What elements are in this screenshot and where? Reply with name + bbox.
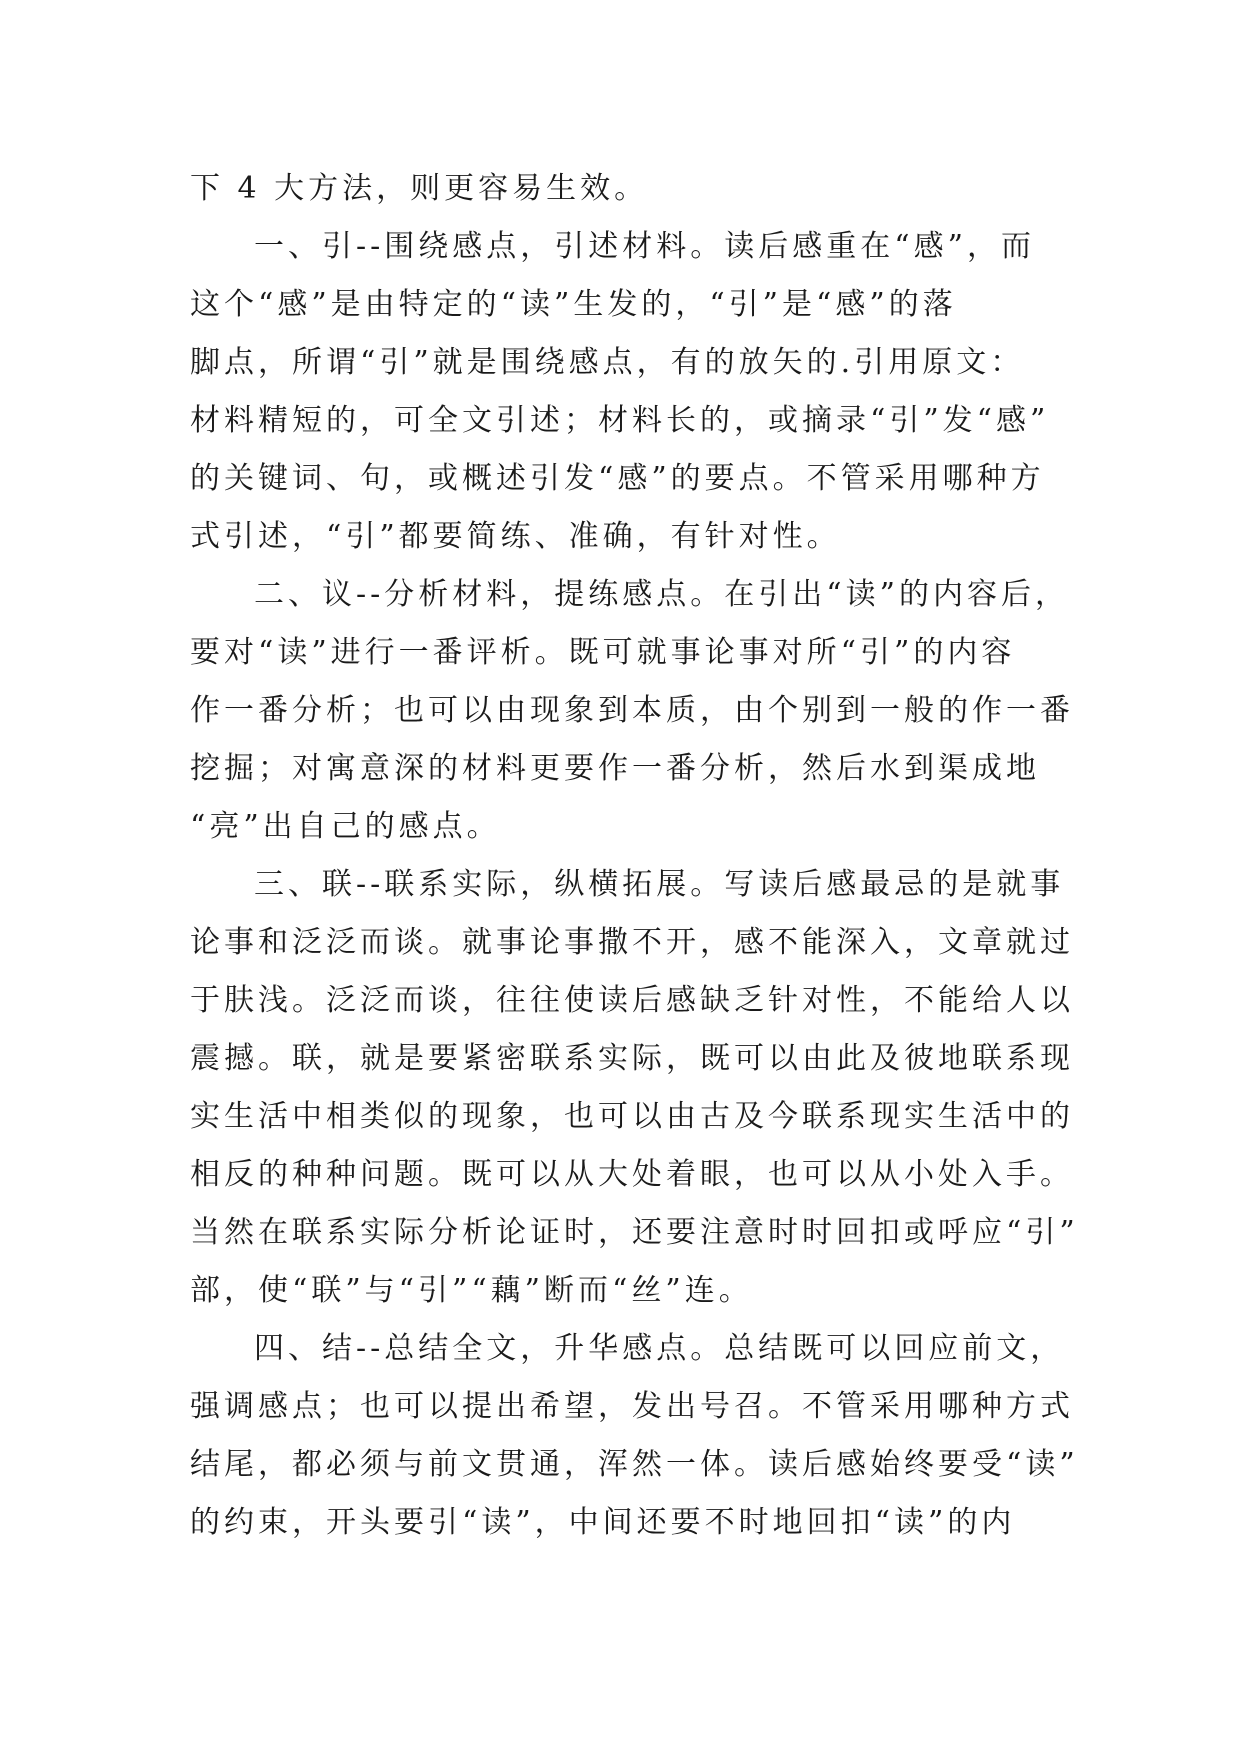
text-line: 脚点，所谓“引”就是围绕感点，有的放矢的.引用原文： bbox=[190, 345, 1025, 380]
paragraph-2-first-line: 二、议--分析材料，提练感点。在引出“读”的内容后， bbox=[254, 577, 1069, 612]
text-line: 下 4 大方法，则更容易生效。 bbox=[190, 171, 649, 206]
text-line: 的约束，开头要引“读”，中间还要不时地回扣“读”的内 bbox=[190, 1505, 1016, 1540]
text-line: 结尾，都必须与前文贯通，浑然一体。读后感始终要受“读” bbox=[190, 1447, 1079, 1482]
text-line: 部，使“联”与“引”“藕”断而“丝”连。 bbox=[190, 1273, 753, 1308]
text-line: 的关键词、句，或概述引发“感”的要点。不管采用哪种方 bbox=[190, 461, 1045, 496]
body-text bbox=[190, 160, 1079, 1552]
paragraph-1-first-line: 一、引--围绕感点，引述材料。读后感重在“感”，而 bbox=[254, 229, 1035, 264]
text-line: 论事和泛泛而谈。就事论事撒不开，感不能深入，文章就过 bbox=[190, 925, 1074, 960]
text-line: 这个“感”是由特定的“读”生发的，“引”是“感”的落 bbox=[190, 287, 957, 322]
text-line: 当然在联系实际分析论证时，还要注意时时回扣或呼应“引” bbox=[190, 1215, 1079, 1250]
text-line: 相反的种种问题。既可以从大处着眼，也可以从小处入手。 bbox=[190, 1157, 1074, 1192]
text-line: 强调感点；也可以提出希望，发出号召。不管采用哪种方式 bbox=[190, 1389, 1074, 1424]
text-line: 挖掘；对寓意深的材料更要作一番分析，然后水到渠成地 bbox=[190, 751, 1040, 786]
text-line: 作一番分析；也可以由现象到本质，由个别到一般的作一番 bbox=[190, 693, 1074, 728]
text-line: 要对“读”进行一番评析。既可就事论事对所“引”的内容 bbox=[190, 635, 1016, 670]
text-line: 震撼。联，就是要紧密联系实际，既可以由此及彼地联系现 bbox=[190, 1041, 1074, 1076]
text-line: 式引述，“引”都要简练、准确，有针对性。 bbox=[190, 519, 841, 554]
paragraph-4-first-line: 四、结--总结全文，升华感点。总结既可以回应前文， bbox=[254, 1331, 1065, 1366]
paragraph-3-first-line: 三、联--联系实际，纵横拓展。写读后感最忌的是就事 bbox=[254, 867, 1065, 902]
text-line: 于肤浅。泛泛而谈，往往使读后感缺乏针对性，不能给人以 bbox=[190, 983, 1074, 1018]
text-line: “亮”出自己的感点。 bbox=[190, 809, 501, 844]
text-line: 实生活中相类似的现象，也可以由古及今联系现实生活中的 bbox=[190, 1099, 1074, 1134]
text-line: 材料精短的，可全文引述；材料长的，或摘录“引”发“感” bbox=[190, 403, 1050, 438]
